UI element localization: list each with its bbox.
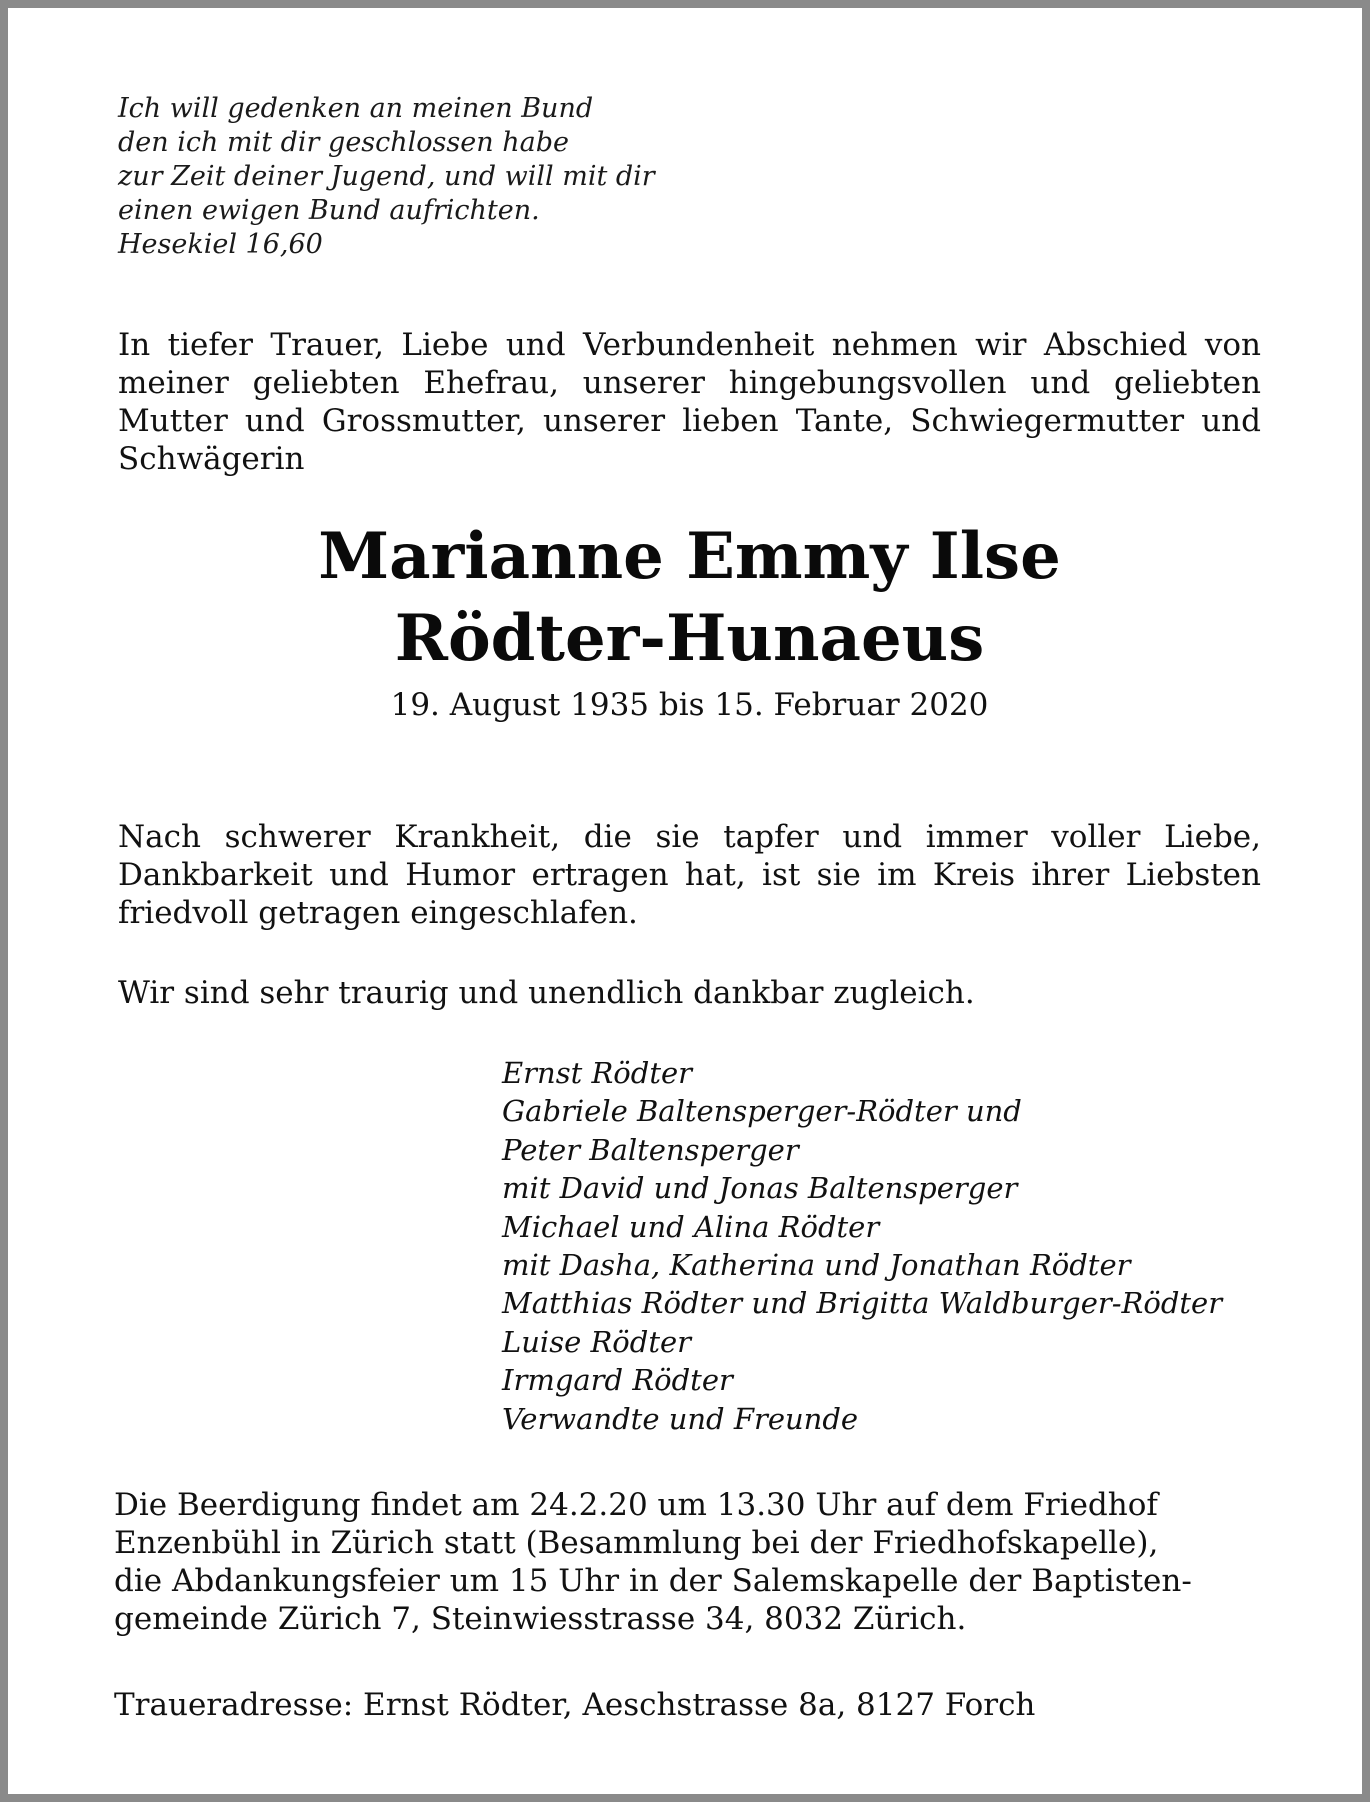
mourner-item: Irmgard Rödter [502, 1363, 733, 1398]
obituary-page [8, 8, 1362, 1794]
mourner-item: mit David und Jonas Baltensperger [502, 1171, 1018, 1206]
mourners-list [502, 1054, 1222, 1438]
life-dates: 19. August 1935 bis 15. Februar 2020 [390, 687, 989, 723]
funeral-details: Die Beerdigung findet am 24.2.20 um 13.30 Uhr auf dem Friedhof Enzenbühl in Zürich statt (Besammlung bei der Friedhofskapelle), die Abdankungsfeier um 15 Uhr in der Salemskapelle der Baptisten- gemeinde Zürich 7, Steinwiesstrasse 34, 8032 Zürich. [114, 1487, 1192, 1637]
passing-paragraph: Nach schwerer Krankheit, die sie tapfer und immer voller Liebe, Dankbarkeit und Humor ertragen hat, ist sie im Kreis ihrer Liebsten friedvoll getragen eingeschlafen. [118, 819, 1261, 931]
mourner-item: Gabriele Baltensperger-Rödter und [502, 1094, 1022, 1129]
mourning-address: Traueradresse: Ernst Rödter, Aeschstrasse 8a, 8127 Forch [114, 1687, 1036, 1723]
mourner-item: Matthias Rödter und Brigitta Waldburger-Rödter [502, 1286, 1223, 1321]
bible-verse: Ich will gedenken an meinen Bund den ich mit dir geschlossen habe zur Zeit deiner Jugend, und will mit dir einen ewigen Bund aufrichten. Hesekiel 16,60 [118, 93, 655, 260]
mourner-item: Michael und Alina Rödter [502, 1209, 880, 1244]
mourner-item: Ernst Rödter [502, 1056, 693, 1090]
deceased-name: Marianne Emmy Ilse Rödter-Hunaeus [318, 519, 1061, 676]
mourner-item: Luise Rödter [502, 1324, 692, 1359]
gratitude-paragraph: Wir sind sehr traurig und unendlich dankbar zugleich. [118, 975, 975, 1011]
mourner-item: Peter Baltensperger [502, 1132, 799, 1167]
mourner-item: Verwandte und Freunde [502, 1401, 859, 1436]
mourner-item: mit Dasha, Katherina und Jonathan Rödter [502, 1248, 1131, 1283]
intro-text: In tiefer Trauer, Liebe und Verbundenheit nehmen wir Abschied von meiner geliebten Ehefrau, unserer hingebungsvollen und geliebten Mutter und Grossmutter, unserer lieben Tante, Schwiegermutter und Schwägerin [118, 327, 1261, 477]
